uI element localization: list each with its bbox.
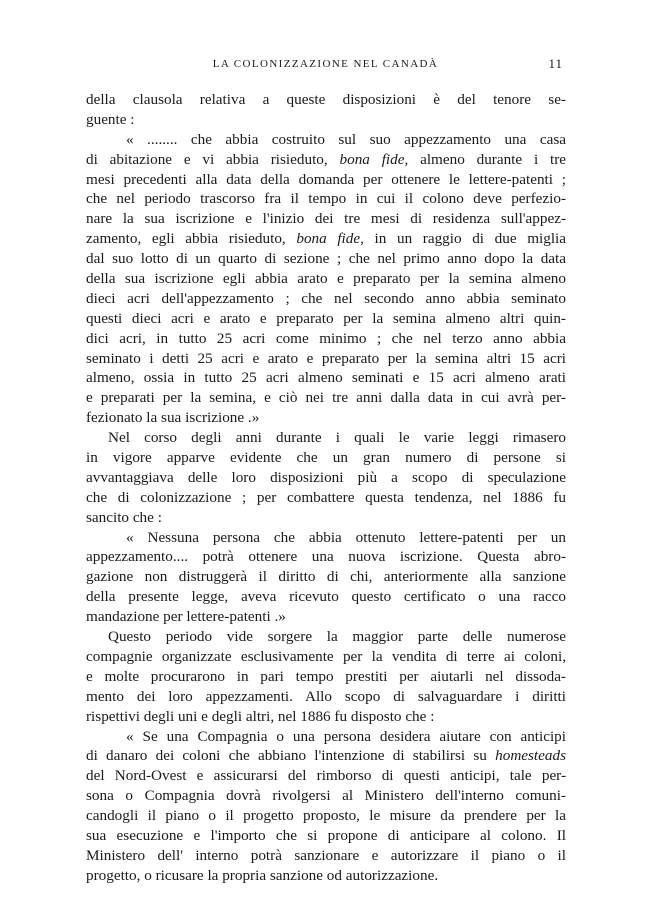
text-line: della clausola relativa a queste disposizioni è del tenore se-	[86, 91, 566, 108]
text-line: Questo periodo vide sorgere la maggior parte delle numerose	[108, 628, 566, 646]
text-line: guente :	[86, 110, 135, 128]
text-line: del Nord-Ovest e assicurarsi del rimborso di questi anticipi, tale per-	[86, 767, 566, 785]
text-line: che nel periodo trascorso fra il tempo in cui il colono deve perfezio-	[86, 190, 566, 208]
text-line: e molte procurarono in pari tempo prestiti per aiutarli nel dissoda-	[86, 667, 566, 685]
text-line: di danaro dei coloni che abbiano l'intenzione di stabilirsi su homesteads	[86, 747, 566, 765]
text-line: Ministero dell' interno potrà sanzionare e autorizzare il piano o il	[86, 846, 566, 864]
text-line: appezzamento.... potrà ottenere una nuova iscrizione. Questa abro-	[86, 548, 566, 566]
text-line: fezionato la sua iscrizione .»	[86, 409, 260, 427]
text-line: « ........ che abbia costruito sul suo appezzamento una casa	[126, 130, 566, 148]
text-line: sancito che :	[86, 508, 162, 526]
text-line: candogli il piano o il progetto proposto, le misure da prendere per la	[86, 807, 566, 825]
text-line: nare la sua iscrizione e l'inizio dei tre mesi di residenza sull'appez-	[86, 210, 566, 228]
text-line: dal suo lotto di un quarto di sezione ; che nel primo anno dopo la data	[86, 250, 566, 268]
text-line: mesi precedenti alla data della domanda per ottenere le lettere-patenti ;	[86, 170, 566, 188]
text-line: Nel corso degli anni durante i quali le varie leggi rimasero	[108, 429, 566, 447]
text-line: progetto, o ricusare la propria sanzione od autorizzazione.	[86, 866, 439, 884]
text-line: di abitazione e vi abbia risieduto, bona fide, almeno durante i tre	[86, 150, 567, 168]
text-line: in vigore apparve evidente che un gran numero di persone si	[86, 449, 566, 467]
text-line: « Se una Compagnia o una persona desidera aiutare con anticipi	[126, 727, 566, 745]
running-head	[88, 56, 563, 76]
text-line: « Nessuna persona che abbia ottenuto lettere-patenti per un	[126, 528, 566, 546]
text-line: mento dei loro appezzamenti. Allo scopo di salvaguardare i diritti	[86, 687, 566, 705]
text-line: compagnie organizzate esclusivamente per la vendita di terre ai coloni,	[86, 647, 566, 665]
text-line: sua esecuzione e l'importo che si propone di anticipare al colono. Il	[86, 826, 566, 844]
text-line: della presente legge, aveva ricevuto questo certificato o una racco	[86, 588, 566, 606]
text-line: avvantaggiava delle loro disposizioni più a scopo di speculazione	[86, 468, 566, 486]
page-number: 11	[548, 56, 563, 71]
text-line: zamento, egli abbia risieduto, bona fide, in un raggio di due miglia	[86, 230, 566, 248]
text-line: mandazione per lettere-patenti .»	[86, 608, 286, 626]
text-line: e preparati per la semina, e ciò nei tre anni dalla data in cui avrà per-	[86, 389, 566, 407]
text-line: questi dieci acri e arato e preparato per la semina almeno altri quin-	[86, 309, 566, 327]
text-line: rispettivi degli uni e degli altri, nel 1886 fu disposto che :	[86, 707, 435, 725]
text-line: dieci acri dell'appezzamento ; che nel secondo anno abbia seminato	[86, 289, 566, 307]
body-text	[86, 90, 566, 886]
running-title: LA COLONIZZAZIONE NEL CANADÀ	[212, 58, 439, 70]
text-line: dici acri, in tutto 25 acri come minimo ; che nel terzo anno abbia	[86, 329, 566, 347]
text-line: almeno, ossia in tutto 25 acri almeno seminati e 15 acri almeno arati	[86, 369, 566, 387]
text-line: sona o Compagnia dovrà rivolgersi al Ministero dell'interno comuni-	[86, 787, 566, 805]
text-line: gazione non distruggerà il diritto di chi, anteriormente alla sanzione	[86, 568, 566, 586]
text-line: della sua iscrizione egli abbia arato e preparato per la semina almeno	[86, 270, 566, 288]
text-line: seminato i detti 25 acri e arato e preparato per la semina altri 15 acri	[86, 349, 566, 367]
text-line: che di colonizzazione ; per combattere questa tendenza, nel 1886 fu	[86, 488, 566, 506]
